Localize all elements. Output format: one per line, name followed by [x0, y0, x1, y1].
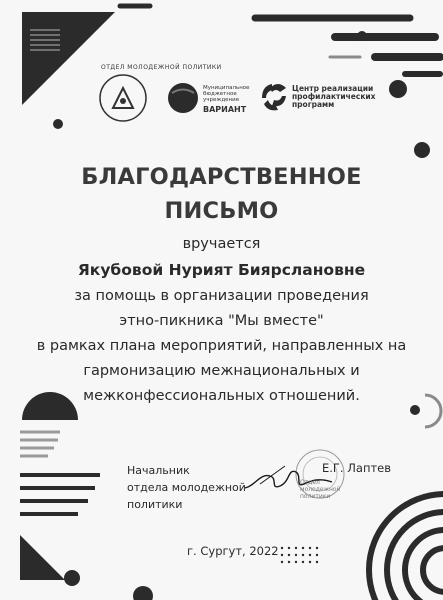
body-line: гармонизацию межнациональных и [83, 363, 360, 379]
title-line-2: ПИСЬМО [164, 198, 279, 224]
position-line: Начальник [127, 464, 190, 477]
body-line: межконфессиональных отношений. [83, 388, 360, 404]
signatory-position [127, 462, 246, 513]
prevention-center-logo [262, 84, 286, 110]
center-line: Центр реализации [292, 84, 374, 93]
dot [133, 586, 153, 600]
signatory-name: Е.Г. Лаптев [322, 461, 392, 475]
position-line: отдела молодежной [127, 481, 246, 494]
center-line: профилактических [292, 91, 376, 101]
prevention-center-text [292, 85, 376, 109]
body-line: за помощь в организации проведения [74, 288, 369, 304]
signature-stroke [260, 466, 285, 484]
variant-line: учреждение [203, 96, 240, 103]
recipient-name: Якубовой Нурият Биярслановне [77, 261, 366, 279]
bottom-left-striped-circle [20, 392, 100, 580]
handed-text: вручается [182, 236, 261, 252]
variant-line: Муниципальное [203, 85, 250, 91]
dot [414, 142, 430, 158]
variant-logo [168, 83, 198, 113]
center-line: программ [292, 99, 335, 109]
variant-line: бюджетное [203, 90, 237, 97]
body-line: этно-пикника "Мы вместе" [119, 313, 324, 329]
dot [410, 405, 420, 415]
dot [64, 570, 80, 586]
body-line: в рамках плана мероприятий, направленных на [36, 338, 407, 354]
bottom-right-rings [369, 494, 443, 600]
variant-name: ВАРИАНТ [203, 105, 247, 114]
place-and-date: г. Сургут, 2022 [187, 544, 279, 558]
youth-policy-logo [100, 75, 146, 121]
position-line: политики [127, 498, 183, 511]
logo-row [0, 0, 443, 140]
youth-policy-logo-text: ОТДЕЛ МОЛОДЕЖНОЙ ПОЛИТИКИ [101, 64, 222, 71]
title-line-1: БЛАГОДАРСТВЕННОЕ [81, 164, 362, 190]
stamp-text: Отдел молодежной политики [300, 479, 341, 500]
variant-small-text [203, 86, 250, 103]
dotted-grid [281, 547, 318, 563]
